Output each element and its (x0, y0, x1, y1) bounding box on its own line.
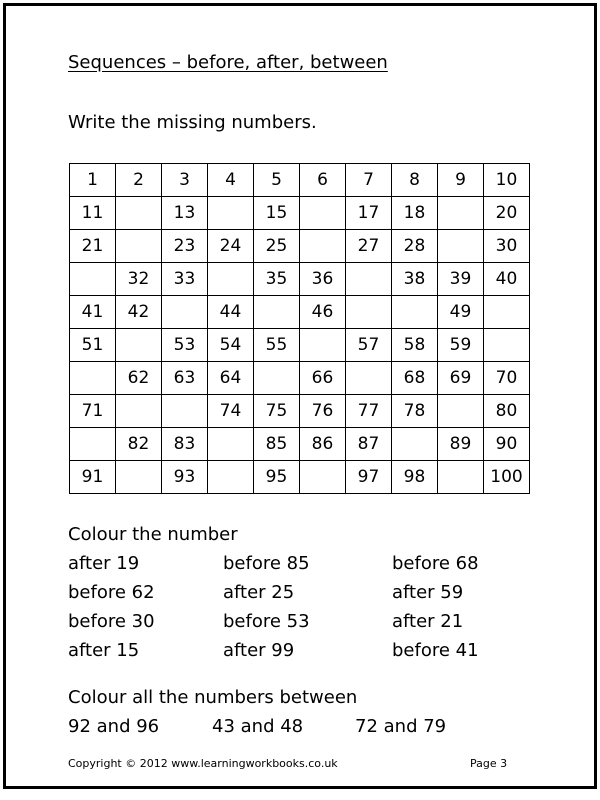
grid-cell: 20 (484, 197, 530, 230)
grid-cell: 63 (162, 362, 208, 395)
colour-heading: Colour the number (68, 524, 238, 545)
grid-cell: 58 (392, 329, 438, 362)
colour-item: before 62 (68, 582, 155, 603)
grid-cell: 24 (208, 230, 254, 263)
grid-cell: 77 (346, 395, 392, 428)
grid-cell: 25 (254, 230, 300, 263)
between-item: 72 and 79 (355, 716, 447, 737)
grid-cell: 55 (254, 329, 300, 362)
grid-cell: 75 (254, 395, 300, 428)
grid-cell: 91 (70, 461, 116, 494)
grid-cell: 74 (208, 395, 254, 428)
grid-cell: 13 (162, 197, 208, 230)
colour-item: after 59 (392, 582, 464, 603)
grid-row (70, 296, 530, 329)
grid-cell: 62 (116, 362, 162, 395)
grid-cell: 89 (438, 428, 484, 461)
grid-cell: 27 (346, 230, 392, 263)
grid-row (70, 461, 530, 494)
grid-cell: 78 (392, 395, 438, 428)
grid-cell: 10 (484, 164, 530, 197)
grid-cell: 70 (484, 362, 530, 395)
grid-cell-blank (208, 263, 254, 296)
grid-cell: 83 (162, 428, 208, 461)
between-item: 43 and 48 (212, 716, 304, 737)
grid-cell-blank (300, 230, 346, 263)
grid-cell: 4 (208, 164, 254, 197)
grid-cell: 5 (254, 164, 300, 197)
grid-cell-blank (208, 428, 254, 461)
grid-cell-blank (162, 395, 208, 428)
grid-cell: 54 (208, 329, 254, 362)
grid-cell: 28 (392, 230, 438, 263)
grid-cell: 86 (300, 428, 346, 461)
grid-cell: 53 (162, 329, 208, 362)
grid-cell-blank (438, 230, 484, 263)
grid-cell-blank (116, 197, 162, 230)
grid-cell-blank (346, 362, 392, 395)
grid-cell: 2 (116, 164, 162, 197)
grid-cell-blank (254, 362, 300, 395)
grid-cell-blank (70, 362, 116, 395)
grid-cell: 76 (300, 395, 346, 428)
grid-cell: 35 (254, 263, 300, 296)
grid-row (70, 428, 530, 461)
grid-cell: 23 (162, 230, 208, 263)
grid-cell-blank (346, 296, 392, 329)
grid-cell-blank (392, 296, 438, 329)
grid-cell-blank (484, 296, 530, 329)
colour-item: before 41 (392, 640, 479, 661)
grid-cell-blank (208, 197, 254, 230)
between-item: 92 and 96 (68, 716, 160, 737)
grid-cell: 66 (300, 362, 346, 395)
grid-cell: 59 (438, 329, 484, 362)
colour-item: after 99 (223, 640, 295, 661)
grid-cell: 17 (346, 197, 392, 230)
grid-cell: 46 (300, 296, 346, 329)
grid-cell: 9 (438, 164, 484, 197)
grid-cell: 97 (346, 461, 392, 494)
hundred-square-grid (69, 163, 530, 494)
worksheet-title: Sequences – before, after, between (68, 52, 388, 73)
grid-cell: 3 (162, 164, 208, 197)
grid-cell: 44 (208, 296, 254, 329)
grid-cell-blank (438, 461, 484, 494)
grid-cell-blank (70, 428, 116, 461)
grid-cell: 36 (300, 263, 346, 296)
grid-row (70, 362, 530, 395)
page-number: Page 3 (470, 757, 508, 770)
grid-cell-blank (438, 197, 484, 230)
grid-cell: 100 (484, 461, 530, 494)
grid-cell: 90 (484, 428, 530, 461)
colour-item: after 21 (392, 611, 464, 632)
grid-cell: 6 (300, 164, 346, 197)
grid-cell: 51 (70, 329, 116, 362)
grid-cell: 98 (392, 461, 438, 494)
grid-cell-blank (300, 329, 346, 362)
colour-item: after 15 (68, 640, 140, 661)
grid-cell: 57 (346, 329, 392, 362)
grid-cell: 32 (116, 263, 162, 296)
grid-cell: 1 (70, 164, 116, 197)
grid-cell: 40 (484, 263, 530, 296)
grid-cell-blank (438, 395, 484, 428)
grid-cell-blank (116, 329, 162, 362)
grid-cell-blank (116, 395, 162, 428)
grid-cell: 87 (346, 428, 392, 461)
grid-cell-blank (208, 461, 254, 494)
grid-cell-blank (346, 263, 392, 296)
grid-cell: 42 (116, 296, 162, 329)
grid-cell: 30 (484, 230, 530, 263)
grid-cell: 11 (70, 197, 116, 230)
grid-cell-blank (300, 197, 346, 230)
grid-row (70, 329, 530, 362)
grid-cell: 33 (162, 263, 208, 296)
colour-item: before 68 (392, 553, 479, 574)
grid-cell: 39 (438, 263, 484, 296)
grid-cell-blank (300, 461, 346, 494)
between-heading: Colour all the numbers between (68, 687, 358, 708)
grid-cell: 80 (484, 395, 530, 428)
colour-item: before 53 (223, 611, 310, 632)
grid-cell: 68 (392, 362, 438, 395)
grid-cell: 85 (254, 428, 300, 461)
grid-cell-blank (484, 329, 530, 362)
grid-cell-blank (116, 230, 162, 263)
grid-cell: 41 (70, 296, 116, 329)
colour-item: after 25 (223, 582, 295, 603)
grid-cell: 7 (346, 164, 392, 197)
colour-item: before 85 (223, 553, 310, 574)
grid-cell: 18 (392, 197, 438, 230)
grid-cell-blank (254, 296, 300, 329)
grid-cell-blank (116, 461, 162, 494)
grid-cell: 93 (162, 461, 208, 494)
grid-cell: 64 (208, 362, 254, 395)
instruction-text: Write the missing numbers. (68, 112, 317, 133)
colour-item: after 19 (68, 553, 140, 574)
grid-cell: 8 (392, 164, 438, 197)
grid-cell: 15 (254, 197, 300, 230)
grid-row (70, 230, 530, 263)
grid-row (70, 164, 530, 197)
grid-cell: 71 (70, 395, 116, 428)
grid-row (70, 395, 530, 428)
copyright-text: Copyright © 2012 www.learningworkbooks.co.uk (68, 757, 338, 770)
grid-cell: 95 (254, 461, 300, 494)
grid-cell: 69 (438, 362, 484, 395)
grid-cell-blank (162, 296, 208, 329)
grid-row (70, 263, 530, 296)
grid-row (70, 197, 530, 230)
grid-cell: 49 (438, 296, 484, 329)
colour-item: before 30 (68, 611, 155, 632)
grid-cell-blank (392, 428, 438, 461)
grid-cell: 38 (392, 263, 438, 296)
grid-cell-blank (70, 263, 116, 296)
grid-cell: 21 (70, 230, 116, 263)
grid-cell: 82 (116, 428, 162, 461)
